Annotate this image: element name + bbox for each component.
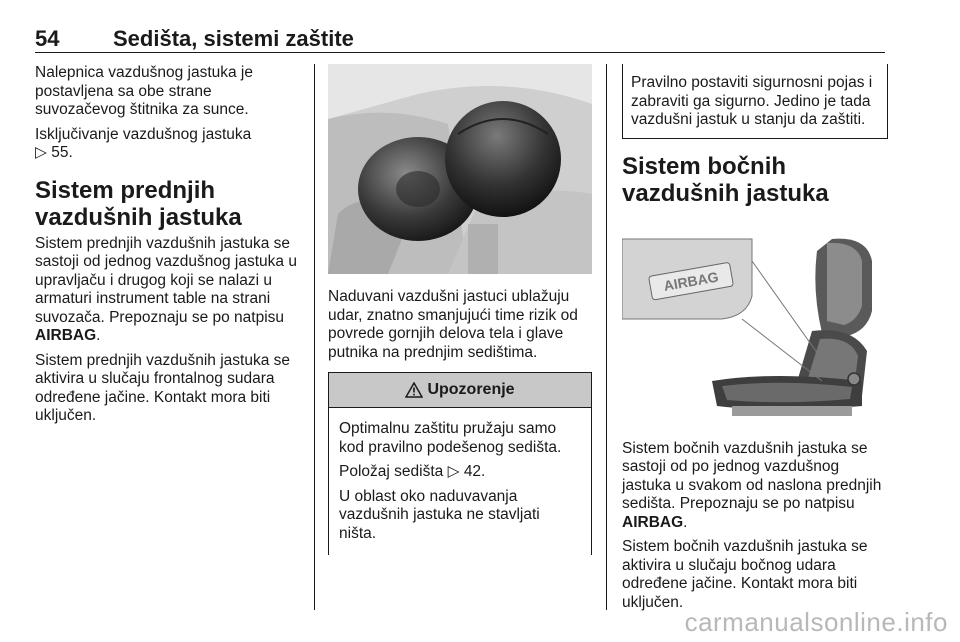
note-box [622,64,888,139]
front-airbags-illustration [328,64,592,274]
column-divider [606,64,607,610]
page-reference-link[interactable]: 42. [463,463,486,480]
paragraph-reference: Isključivanje vazdušnog jastuka ▷ 55. [35,125,252,161]
reference-arrow-icon: ▷ [447,463,460,480]
warning-triangle-icon [405,382,423,398]
paragraph: Sistem bočnih vazdušnih jastuka se sastoji od po jednog vazdušnog jastuka u svakom od naslona prednjih sedišta. Prepoznaju se po natpisu AIRBAG. [622,439,882,531]
paragraph: Sistem prednjih vazdušnih jastuka se sastoji od jednog vazdušnog jastuka u upravljaču i drugog koji se nalazi u armaturi instrument table na strani suvozača. Prepoznaju se po natpisu AIRBAG. [35,234,297,344]
warning-paragraph: Položaj sedišta ▷ 42. [339,463,486,480]
column-divider [314,64,315,610]
page-header [35,24,885,53]
warning-box [328,372,592,555]
paragraph: Sistem prednjih vazdušnih jastuka se aktivira u slučaju frontalnog sudara određene jačine. Kontakt mora biti uključen. [35,351,291,424]
column-3 [622,64,888,618]
warning-paragraph: U oblast oko naduvavanja vazdušnih jastuka ne stavljati ništa. [339,487,540,542]
paragraph: Nalepnica vazdušnog jastuka je postavljena sa obe strane suvozačevog štitnika za sunce. [35,64,253,118]
figure-caption: Naduvani vazdušni jastuci ublažuju udar, znatno smanjujući time rizik od povrede gornjih delova tela i glave putnika na prednjim sedištima. [328,288,578,361]
section-heading: Sistem prednjih vazdušnih jastuka [35,176,242,231]
chapter-title: Sedišta, sistemi zaštite [113,26,354,51]
airbag-label: AIRBAG [35,327,97,344]
warning-body [329,408,591,555]
reference-arrow-icon: ▷ [35,144,47,161]
watermark: carmanualsonline.info [684,607,948,637]
page-reference-link[interactable]: 55. [51,144,73,161]
page-number: 54 [35,26,60,51]
section-heading: Sistem bočnih vazdušnih jastuka [622,152,829,207]
side-airbag-seat-illustration [622,221,888,426]
column-2 [328,64,592,555]
column-1 [35,64,303,432]
warning-title: Upozorenje [427,381,515,398]
paragraph: Sistem bočnih vazdušnih jastuka se aktivira u slučaju bočnog udara određene jačine. Kontakt mora biti uključen. [622,538,868,611]
airbag-label: AIRBAG [622,513,684,531]
airbag-emblem-text: AIRBAG [662,267,720,294]
note-text: Pravilno postaviti sigurnosni pojas i zabraviti ga sigurno. Jedino je tada vazdušni jastuk u stanju da zaštiti. [631,74,873,128]
warning-header [329,373,591,408]
warning-paragraph: Optimalnu zaštitu pružaju samo kod pravilno podešenog sedišta. [339,420,562,456]
